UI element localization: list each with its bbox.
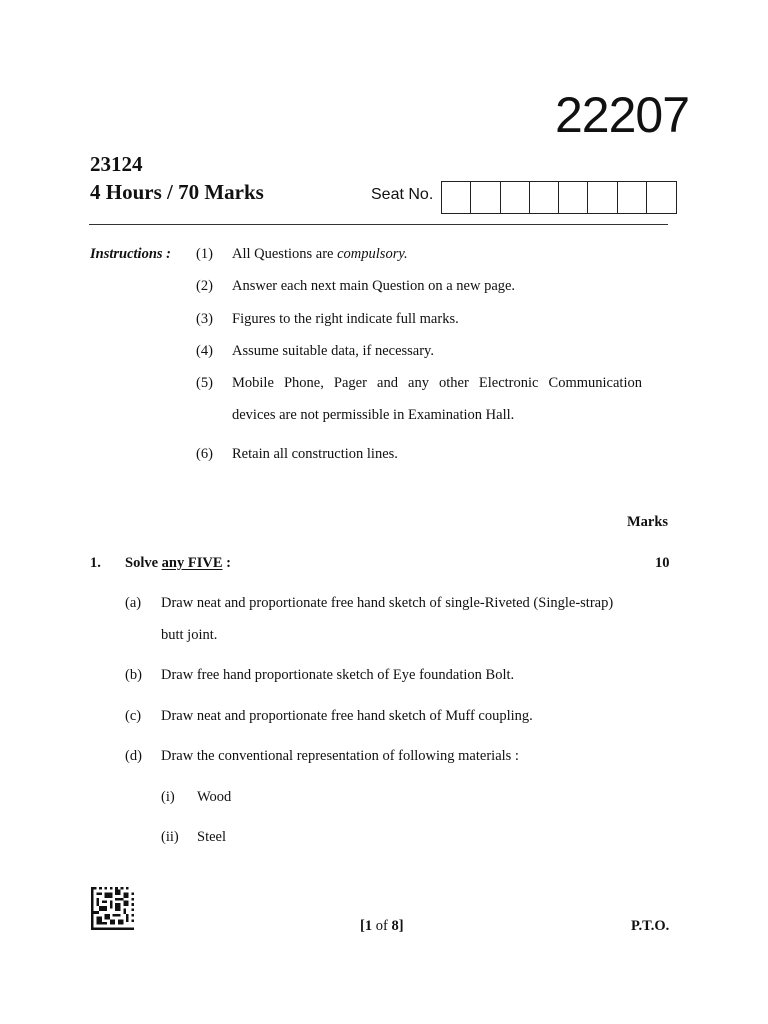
seat-number-box	[559, 182, 588, 213]
duration-marks: 4 Hours / 70 Marks	[90, 180, 264, 204]
question-marks: 10	[655, 555, 670, 571]
question-emphasis: any FIVE	[161, 555, 223, 571]
instruction-number: (2)	[196, 278, 213, 294]
instruction-text: Retain all construction lines.	[232, 446, 398, 462]
seat-number-label: Seat No.	[371, 186, 434, 203]
part-label: (b)	[125, 667, 142, 683]
subpart-label: (i)	[161, 789, 175, 805]
part-label: (a)	[125, 595, 142, 611]
marks-column-heading: Marks	[627, 514, 669, 530]
please-turn-over: P.T.O.	[631, 918, 670, 934]
seat-number-box	[530, 182, 559, 213]
paper-code: 22207	[555, 87, 690, 143]
seat-number-box	[647, 182, 676, 213]
seat-number-box	[442, 182, 471, 213]
header-divider	[89, 224, 668, 225]
instruction-text: devices are not permissible in Examination Hall.	[232, 407, 515, 423]
seat-number-box	[618, 182, 647, 213]
seat-number-box	[501, 182, 530, 213]
subpart-label: (ii)	[161, 829, 179, 845]
instruction-number: (4)	[196, 343, 213, 359]
seat-number-box	[471, 182, 500, 213]
instruction-text: Answer each next main Question on a new page.	[232, 278, 516, 294]
part-text: butt joint.	[161, 627, 218, 643]
exam-code: 23124	[90, 152, 143, 176]
subpart-text: Steel	[197, 829, 226, 845]
instruction-number: (1)	[196, 246, 213, 262]
instruction-number: (3)	[196, 311, 213, 327]
part-text: Draw neat and proportionate free hand sketch of Muff coupling.	[161, 708, 533, 724]
seat-number-box	[588, 182, 617, 213]
instruction-text: Assume suitable data, if necessary.	[232, 343, 434, 359]
subpart-text: Wood	[197, 789, 232, 805]
part-text: Draw the conventional representation of following materials :	[161, 748, 519, 764]
question-text: Solve any FIVE :	[125, 555, 231, 571]
part-label: (c)	[125, 708, 142, 724]
part-text: Draw neat and proportionate free hand sketch of single-Riveted (Single-strap)	[161, 595, 614, 611]
page-indicator: [1 of 8]	[360, 918, 404, 934]
instruction-number: (5)	[196, 375, 213, 391]
datamatrix-code-icon	[91, 887, 134, 930]
part-text: Draw free hand proportionate sketch of Eye foundation Bolt.	[161, 667, 515, 683]
instruction-number: (6)	[196, 446, 213, 462]
instruction-text: Mobile Phone, Pager and any other Electronic Communication	[232, 375, 642, 391]
part-label: (d)	[125, 748, 142, 764]
seat-number-boxes	[441, 181, 677, 214]
instruction-emphasis: compulsory.	[337, 246, 408, 262]
question-number: 1.	[90, 555, 101, 571]
instructions-heading: Instructions :	[90, 246, 171, 262]
instruction-text: Figures to the right indicate full marks.	[232, 311, 459, 327]
instruction-text: All Questions are compulsory.	[232, 246, 408, 262]
